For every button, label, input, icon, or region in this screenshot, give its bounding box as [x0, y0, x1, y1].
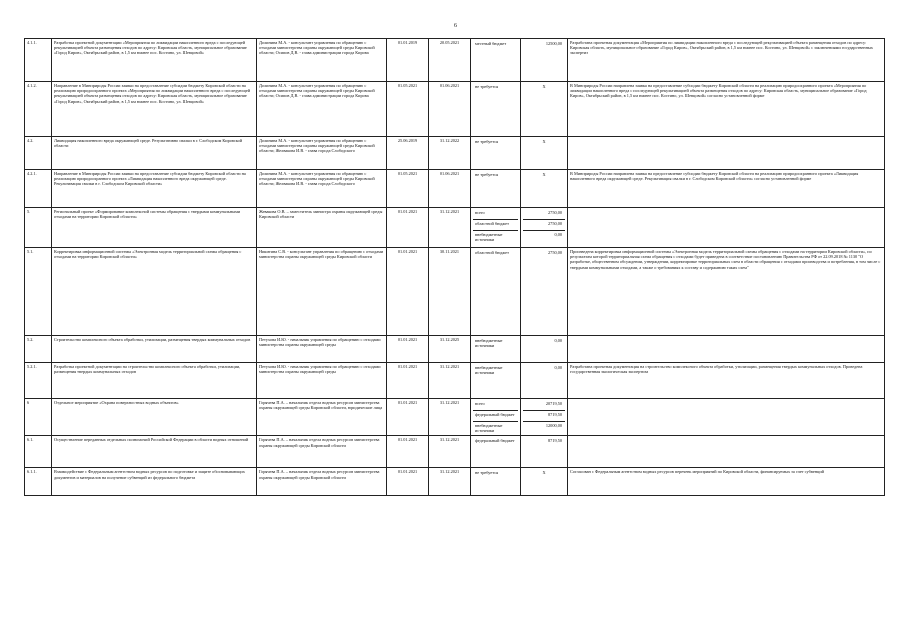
- funding-amount: X: [542, 172, 546, 177]
- activity-name: Направление в Минприроды России заявки на предоставление субсидии бюджету Кировской области на реализацию природоохранного проекта «Ликвидация накопленного вреда окружающей среде. Рекультивация свалки в г. Слободском Кировской области»: [52, 170, 257, 208]
- funding-sources: [471, 170, 521, 208]
- end-date: 30.11.2021: [429, 248, 471, 336]
- expected-result: [568, 336, 885, 363]
- row-number: 4.1.2.: [25, 82, 52, 137]
- table-row: [25, 39, 885, 82]
- funding-amounts: [521, 170, 568, 208]
- plan-table: [24, 38, 885, 496]
- end-date: 31.12.2021: [429, 208, 471, 248]
- table-row: [25, 170, 885, 208]
- row-number: 5.: [25, 208, 52, 248]
- activity-name: Осуществление переданных отдельных полномочий Российской Федерации в области водных отношений: [52, 436, 257, 468]
- responsible-executor: Петухова И.Ю. - начальник управления по обращению с отходами министерства охраны окружающей среды: [257, 336, 387, 363]
- funding-source: не требуется: [475, 172, 499, 177]
- end-date: 31.12.2021: [429, 363, 471, 399]
- expected-result: Разработана проектная документация на строительство комплексного объекта обработки, утилизации, размещения твердых коммунальных отходов. Проведена государственная экологическая экспертиза: [568, 363, 885, 399]
- row-number: 5.2.: [25, 336, 52, 363]
- funding-amount: 8719,50: [548, 438, 562, 444]
- activity-name: Региональный проект «Формирование комплексной системы обращения с твердыми коммунальными отходами на территории Кировской области»: [52, 208, 257, 248]
- table-row: [25, 336, 885, 363]
- funding-amounts: [521, 363, 568, 399]
- funding-amounts: [521, 436, 568, 468]
- funding-sources: [471, 399, 521, 436]
- expected-result: Согласован с Федеральным агентством водных ресурсов перечень мероприятий по Кировской области, финансируемых за счет субвенций: [568, 468, 885, 496]
- funding-amounts: [521, 248, 568, 336]
- funding-sources: [471, 363, 521, 399]
- activity-name: Разработка проектной документации «Мероприятия по ликвидации накопленного вреда с последующей рекультивацией объекта размещения отходов по адресу: Кировская область, муниципальное образование «Город Киров», Октябрьский район, в 1,5 км южнее пос. Костино, ул. Шевцовой»: [52, 39, 257, 82]
- funding-sources: [471, 39, 521, 82]
- end-date: 31.12.2021: [429, 399, 471, 436]
- funding-amount: 0,00: [554, 365, 562, 370]
- row-number: 4.2.: [25, 137, 52, 170]
- funding-source: всего: [473, 209, 518, 220]
- funding-amounts: [521, 399, 568, 436]
- funding-amounts: [521, 82, 568, 137]
- row-number: 5.1.: [25, 248, 52, 336]
- activity-name: Отдельное мероприятие «Охрана поверхностных водных объектов»: [52, 399, 257, 436]
- expected-result: Разработана проектная документация «Мероприятия по ликвидации накопленного вреда с последующей рекультивацией объекта размещения отходов по адресу: Кировская область, муниципальное образование «Город Киров», Октябрьский район, в 1,5 км южнее пос. Костино, ул. Шевцовой» с заключениями государственных экспертиз: [568, 39, 885, 82]
- funding-amounts: [521, 468, 568, 496]
- activity-name: Корректировка информационной системы «Электронная модель территориальной схемы обращения с отходами на территории Кировской области»: [52, 248, 257, 336]
- row-number: 5.2.1.: [25, 363, 52, 399]
- funding-source: местный бюджет: [475, 41, 507, 46]
- end-date: 01.06.2021: [429, 170, 471, 208]
- start-date: 01.01.2021: [387, 399, 429, 436]
- start-date: 01.05.2021: [387, 82, 429, 137]
- end-date: 31.12.2022: [429, 137, 471, 170]
- expected-result: Произведена корректировка информационной системы «Электронная модель территориальной схемы обращения с отходами на территории Кировской области», по результатам которой территориальная схема обращения с отходами будет приведена в соответствие постановлению Правительства РФ от 22.09.2018 № 1130 "О разработке, общественном обсуждении, утверждении, корректировке территориальных схем в области обращения с отходами производства и потребления, в том числе с твердыми коммунальными отходами, а также о требованиях к составу и содержанию таких схем": [568, 248, 885, 336]
- funding-amount: 12500,00: [545, 41, 562, 46]
- expected-result: В Минприроды России направлена заявка на предоставление субсидии бюджету Кировской области на реализацию природоохранного проекта «Мероприятия по ликвидации накопленного вреда с последующей рекультивацией объекта размещения отходов по адресу: Кировская область, муниципальное образование «Город Киров», Октябрьский район, в 1,5 км южнее пос. Костино, ул. Шевцовой» согласно установленной форме: [568, 82, 885, 137]
- row-number: 6.1.: [25, 436, 52, 468]
- funding-source: внебюджетные источники: [475, 423, 503, 434]
- start-date: 25.06.2019: [387, 137, 429, 170]
- funding-amount: 20719,50: [523, 400, 565, 411]
- table-row: [25, 468, 885, 496]
- activity-name: Строительство комплексного объекта обработки, утилизации, размещения твердых коммунальных отходов: [52, 336, 257, 363]
- funding-amount: 0,00: [554, 232, 562, 237]
- table-row: [25, 137, 885, 170]
- activity-name: Разработка проектной документации на строительство комплексного объекта обработки, утилизации, размещения твердых коммунальных отходов: [52, 363, 257, 399]
- responsible-executor: Никитина С.В. - консультант управления по обращению с отходами министерства охраны окружающей среды Кировской области: [257, 248, 387, 336]
- funding-source: внебюджетные источники: [475, 365, 503, 376]
- start-date: 01.01.2021: [387, 248, 429, 336]
- funding-sources: [471, 208, 521, 248]
- funding-source: не требуется: [475, 470, 499, 476]
- activity-name: Направление в Минприроды России заявки на предоставление субсидии бюджету Кировской области на реализацию природоохранного проекта «Мероприятия по ликвидации накопленного вреда с последующей рекультивацией объекта размещения отходов по адресу: Кировская область, муниципальное образование «Город Киров», Октябрьский район, в 1,5 км южнее пос. Костино, ул. Шевцовой»: [52, 82, 257, 137]
- responsible-executor: Петухова И.Ю. - начальник управления по обращению с отходами министерства охраны окружающей среды: [257, 363, 387, 399]
- funding-amount: 0,00: [554, 338, 562, 343]
- funding-amount: 2750,00: [548, 250, 562, 255]
- funding-source: федеральный бюджет: [473, 411, 518, 422]
- responsible-executor: Горячева П.А. – начальник отдела водных ресурсов министерства охраны окружающей среды Кировской области: [257, 468, 387, 496]
- funding-amount: 2750,00: [523, 209, 565, 220]
- table-row: [25, 248, 885, 336]
- expected-result: [568, 436, 885, 468]
- end-date: 20.05.2021: [429, 39, 471, 82]
- row-number: 4.2.1.: [25, 170, 52, 208]
- funding-amount: X: [542, 84, 546, 89]
- table-row: [25, 208, 885, 248]
- table-row: [25, 399, 885, 436]
- funding-amount: X: [542, 139, 546, 144]
- funding-source: всего: [473, 400, 518, 411]
- funding-amount: 8719,50: [523, 411, 565, 422]
- start-date: 01.01.2021: [387, 336, 429, 363]
- funding-amount: 12000,00: [545, 423, 562, 428]
- responsible-executor: Долинина М.А. - консультант управления по обращению с отходами министерства охраны окружающей среды Кировской области; Осипов Д.В. - глава администрации города Кирова: [257, 82, 387, 137]
- end-date: 31.12.2025: [429, 336, 471, 363]
- responsible-executor: Горячева П.А. – начальник отдела водных ресурсов министерства охраны окружающей среды Кировской области: [257, 436, 387, 468]
- start-date: 01.01.2021: [387, 363, 429, 399]
- funding-source: федеральный бюджет: [475, 438, 515, 444]
- funding-source: внебюджетные источники: [475, 232, 503, 243]
- responsible-executor: Долинина М.А. - консультант управления по обращению с отходами министерства охраны окружающей среды Кировской области; Желвакова И.В. - глава города Слободского: [257, 137, 387, 170]
- start-date: 01.01.2021: [387, 468, 429, 496]
- funding-source: областной бюджет: [475, 250, 509, 255]
- expected-result: [568, 208, 885, 248]
- row-number: 6: [25, 399, 52, 436]
- start-date: 01.01.2021: [387, 208, 429, 248]
- start-date: 01.05.2021: [387, 170, 429, 208]
- funding-source: областной бюджет: [473, 220, 518, 231]
- end-date: 31.12.2021: [429, 468, 471, 496]
- funding-sources: [471, 137, 521, 170]
- activity-name: Ликвидация накопленного вреда окружающей среде. Результативно свалки в г. Слободском Кировской области: [52, 137, 257, 170]
- expected-result: [568, 137, 885, 170]
- funding-source: не требуется: [475, 84, 499, 89]
- row-number: 6.1.1.: [25, 468, 52, 496]
- funding-amounts: [521, 208, 568, 248]
- funding-amount: 2750,00: [523, 220, 565, 231]
- activity-name: Взаимодействие с Федеральным агентством водных ресурсов по подготовке и защите обосновывающих документов и материалов на получение субвенций из федерального бюджета: [52, 468, 257, 496]
- table-row: [25, 436, 885, 468]
- expected-result: [568, 399, 885, 436]
- responsible-executor: Горячева П.А. – начальник отдела водных ресурсов министерства охраны окружающей среды Кировской области, юридические лица: [257, 399, 387, 436]
- expected-result: В Минприроды России направлена заявка на предоставление субсидии бюджету Кировской области на реализацию природоохранного проекта «Ликвидация накопленного вреда окружающей среде. Рекультивация свалки в г. Слободском Кировской области» согласно установленной форме: [568, 170, 885, 208]
- funding-amount: X: [542, 470, 546, 476]
- start-date: 01.01.2021: [387, 436, 429, 468]
- page-number: 6: [454, 23, 457, 29]
- funding-source: внебюджетные источники: [475, 338, 503, 349]
- funding-source: не требуется: [475, 139, 499, 144]
- funding-sources: [471, 82, 521, 137]
- row-number: 4.1.1.: [25, 39, 52, 82]
- responsible-executor: Долинина М.А. - консультант управления по обращению с отходами министерства охраны окружающей среды Кировской области; Осипов Д.В. - глава администрации города Кирова: [257, 39, 387, 82]
- end-date: 31.12.2021: [429, 436, 471, 468]
- funding-sources: [471, 336, 521, 363]
- table-row: [25, 82, 885, 137]
- funding-sources: [471, 436, 521, 468]
- responsible-executor: Долинина М.А. - консультант управления по обращению с отходами министерства охраны окружающей среды Кировской области; Желвакова И.В. - глава города Слободского: [257, 170, 387, 208]
- responsible-executor: Жевакова О.В. – заместитель министра охраны окружающей среды Кировской области: [257, 208, 387, 248]
- table-row: [25, 363, 885, 399]
- funding-amounts: [521, 336, 568, 363]
- funding-amounts: [521, 137, 568, 170]
- funding-amounts: [521, 39, 568, 82]
- end-date: 01.06.2021: [429, 82, 471, 137]
- start-date: 01.01.2019: [387, 39, 429, 82]
- funding-sources: [471, 468, 521, 496]
- funding-sources: [471, 248, 521, 336]
